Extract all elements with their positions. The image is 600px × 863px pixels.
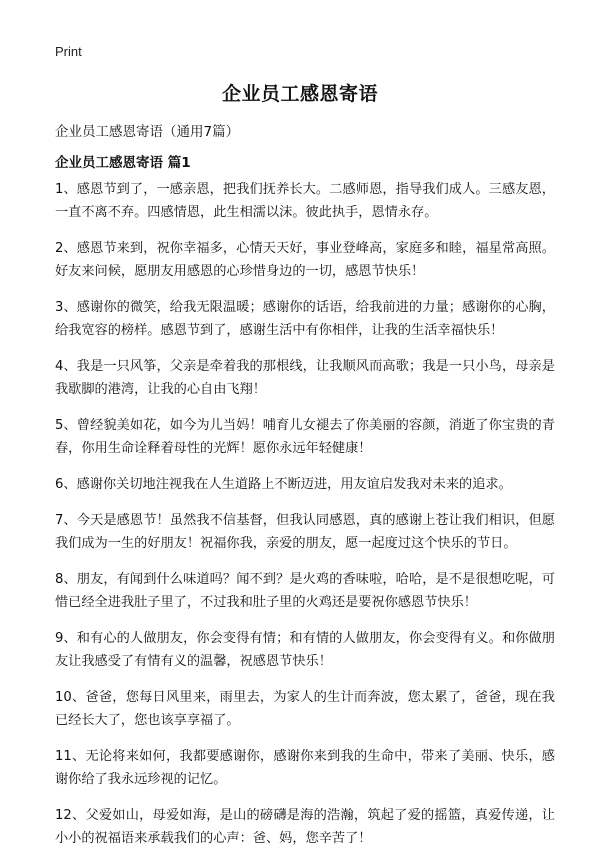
- list-item: 4、我是一只风筝，父亲是牵着我的那根线，让我顺风而高歌；我是一只小鸟，母亲是我歇脚的港湾，让我的心自由飞翔！: [55, 359, 555, 397]
- list-item: 9、和有心的人做朋友，你会变得有情；和有情的人做朋友，你会变得有义。和你做朋友让我感受了有情有义的温馨，祝感恩节快乐！: [55, 631, 555, 669]
- list-item: 3、感谢你的微笑，给我无限温暖；感谢你的话语，给我前进的力量；感谢你的心胸，给我宽容的榜样。感恩节到了，感谢生活中有你相伴，让我的生活幸福快乐！: [55, 300, 555, 338]
- section-heading: 企业员工感恩寄语 篇1: [55, 155, 191, 171]
- entry-list: [55, 178, 555, 863]
- list-item: 5、曾经貌美如花，如今为儿当妈！哺育儿女褪去了你美丽的容颜，消逝了你宝贵的青春，你用生命诠释着母性的光辉！愿你永远年轻健康！: [55, 418, 555, 456]
- list-item: 10、爸爸，您每日风里来，雨里去，为家人的生计而奔波，您太累了，爸爸，现在我已经长大了，您也该享享福了。: [55, 690, 555, 728]
- document-title: 企业员工感恩寄语: [221, 83, 378, 105]
- document-subtitle: 企业员工感恩寄语（通用7篇）: [55, 124, 240, 140]
- list-item: 12、父爱如山，母爱如海，是山的磅礴是海的浩瀚，筑起了爱的摇篮，真爱传递，让小小的祝福语来承载我们的心声：爸、妈，您辛苦了！: [55, 808, 555, 846]
- list-item: 6、感谢你关切地注视我在人生道路上不断迈进，用友谊启发我对未来的追求。: [55, 477, 512, 492]
- print-label: Print: [55, 44, 82, 59]
- list-item: 2、感恩节来到，祝你幸福多，心情天天好，事业登峰高，家庭多和睦，福星常高照。好友来问候，愿朋友用感恩的心珍惜身边的一切，感恩节快乐！: [55, 241, 555, 279]
- list-item: 8、朋友，有闻到什么味道吗？闻不到？是火鸡的香味啦，哈哈，是不是很想吃呢，可惜已经全进我肚子里了，不过我和肚子里的火鸡还是要祝你感恩节快乐！: [55, 572, 555, 610]
- list-item: 7、今天是感恩节！虽然我不信基督，但我认同感恩，真的感谢上苍让我们相识，但愿我们成为一生的好朋友！祝福你我，亲爱的朋友，愿一起度过这个快乐的节日。: [55, 513, 555, 551]
- list-item: 11、无论将来如何，我都要感谢你，感谢你来到我的生命中，带来了美丽、快乐，感谢你给了我永远珍视的记忆。: [55, 749, 555, 787]
- list-item: 1、感恩节到了，一感亲恩，把我们抚养长大。二感师恩，指导我们成人。三感友恩，一直不离不弃。四感情恩，此生相濡以沫。彼此执手，恩情永存。: [55, 182, 555, 220]
